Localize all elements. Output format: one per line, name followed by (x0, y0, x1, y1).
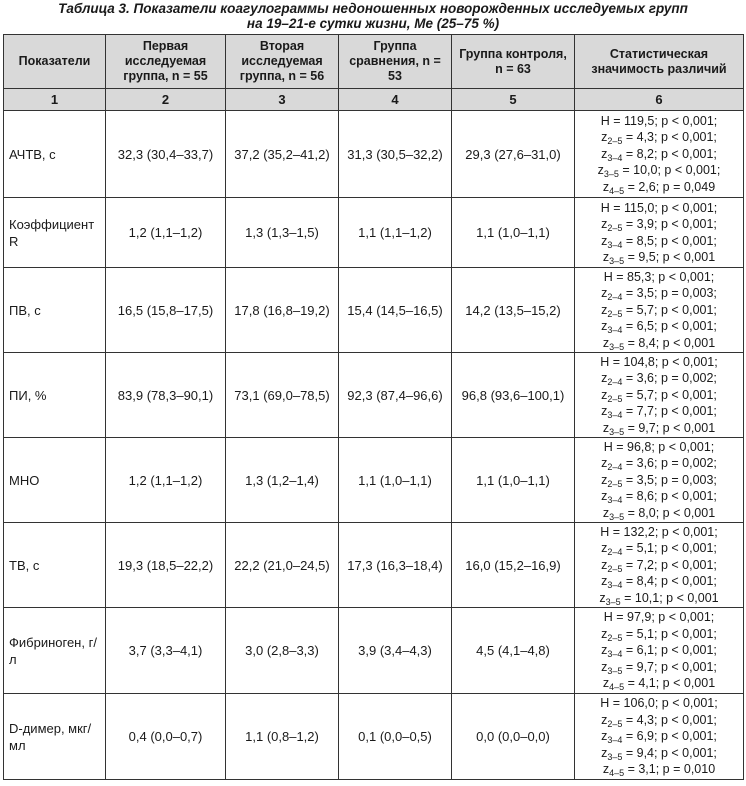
stat-text: z (601, 319, 608, 334)
coagulogram-table (3, 34, 744, 780)
stat-text: = 8,4; p < 0,001 (624, 335, 716, 350)
header-comparison-group: Группа сравнения, n = 53 (339, 35, 452, 89)
stat-text: = 4,1; p < 0,001 (624, 676, 716, 691)
stat-line (577, 505, 741, 522)
stat-text: z (599, 590, 606, 605)
value-group-2: 3,0 (2,8–3,3) (226, 608, 339, 694)
table-row (4, 694, 744, 780)
column-number: 4 (339, 89, 452, 111)
significance-cell (575, 198, 744, 268)
stat-text: z (601, 557, 608, 572)
stat-line (577, 354, 741, 371)
row-label: Коэффициент R (4, 198, 106, 268)
stat-subscript: 3–5 (609, 426, 625, 437)
stat-subscript: 2–5 (607, 718, 623, 729)
column-number: 3 (226, 89, 339, 111)
stat-text: = 9,5; p < 0,001 (624, 250, 716, 264)
stat-text: = 3,9; p < 0,001; (622, 217, 717, 231)
stat-line (577, 233, 741, 250)
significance-cell (575, 438, 744, 523)
value-comparison-group: 1,1 (1,1–1,2) (339, 198, 452, 268)
stat-line (577, 488, 741, 505)
stat-line (577, 728, 741, 745)
column-number: 1 (4, 89, 106, 111)
stat-text: z (601, 729, 608, 744)
stat-line (577, 179, 741, 196)
value-group-2: 1,1 (0,8–1,2) (226, 694, 339, 780)
stat-line (577, 285, 741, 302)
stat-subscript: 2–5 (607, 308, 623, 319)
stat-line (577, 540, 741, 557)
stat-text: = 8,0; p < 0,001 (624, 505, 716, 520)
value-group-2: 22,2 (21,0–24,5) (226, 523, 339, 608)
stat-line (577, 387, 741, 404)
stat-line (577, 642, 741, 659)
significance-cell (575, 353, 744, 438)
value-group-1: 3,7 (3,3–4,1) (106, 608, 226, 694)
stat-text: H = 85,3; p < 0,001; (603, 269, 715, 284)
value-comparison-group: 31,3 (30,5–32,2) (339, 111, 452, 198)
stat-text: z (597, 163, 604, 178)
stat-subscript: 3–4 (607, 410, 623, 421)
value-control-group: 1,1 (1,0–1,1) (452, 198, 575, 268)
stat-text: z (601, 643, 608, 658)
stat-text: = 3,1; p = 0,010 (624, 762, 716, 777)
stat-text: z (601, 302, 608, 317)
stat-text: z (601, 233, 608, 248)
column-number: 5 (452, 89, 575, 111)
stat-subscript: 3–5 (609, 341, 625, 352)
stat-text: z (601, 371, 608, 386)
value-group-2: 1,3 (1,2–1,4) (226, 438, 339, 523)
value-comparison-group: 15,4 (14,5–16,5) (339, 268, 452, 353)
header-indicators: Показатели (4, 35, 106, 89)
value-group-1: 16,5 (15,8–17,5) (106, 268, 226, 353)
stat-line (577, 524, 741, 541)
value-control-group: 4,5 (4,1–4,8) (452, 608, 575, 694)
significance-cell (575, 608, 744, 694)
header-group-1: Первая исследуемая группа, n = 55 (106, 35, 226, 89)
stat-text: z (601, 387, 608, 402)
stat-line (577, 269, 741, 286)
stat-text: H = 132,2; p < 0,001; (600, 524, 718, 539)
stat-line (577, 403, 741, 420)
stat-line (577, 318, 741, 335)
stat-text: H = 104,8; p < 0,001; (600, 354, 718, 369)
row-label: АЧТВ, с (4, 111, 106, 198)
header-control-group: Группа контроля, n = 63 (452, 35, 575, 89)
stat-subscript: 3–4 (607, 735, 623, 746)
stat-text: z (601, 541, 608, 556)
row-label: ПИ, % (4, 353, 106, 438)
stat-text: H = 96,8; p < 0,001; (603, 439, 715, 454)
stat-line (577, 370, 741, 387)
value-control-group: 14,2 (13,5–15,2) (452, 268, 575, 353)
column-number: 6 (575, 89, 744, 111)
table-row (4, 608, 744, 694)
stat-text: = 9,7; p < 0,001; (622, 659, 717, 674)
column-number: 2 (106, 89, 226, 111)
caption-line-1: Таблица 3. Показатели коагулограммы недоношенных новорожденных исследуемых групп (58, 1, 688, 16)
stat-line (577, 675, 741, 692)
stat-text: = 10,0; p < 0,001; (618, 163, 721, 178)
value-group-2: 73,1 (69,0–78,5) (226, 353, 339, 438)
stat-text: = 5,7; p < 0,001; (622, 302, 717, 317)
stat-line (577, 249, 741, 266)
table-row (4, 268, 744, 353)
value-group-1: 83,9 (78,3–90,1) (106, 353, 226, 438)
table-row (4, 111, 744, 198)
stat-line (577, 573, 741, 590)
stat-line (577, 162, 741, 179)
value-group-2: 17,8 (16,8–19,2) (226, 268, 339, 353)
row-label: Фибриноген, г/л (4, 608, 106, 694)
stat-subscript: 2–5 (607, 393, 623, 404)
value-comparison-group: 1,1 (1,0–1,1) (339, 438, 452, 523)
stat-text: z (601, 574, 608, 589)
stat-text: H = 115,0; p < 0,001; (600, 200, 718, 215)
stat-subscript: 3–5 (609, 511, 625, 522)
stat-subscript: 3–4 (607, 495, 623, 506)
stat-text: = 5,1; p < 0,001; (622, 541, 717, 556)
value-control-group: 29,3 (27,6–31,0) (452, 111, 575, 198)
stat-text: = 3,6; p = 0,002; (622, 456, 717, 471)
stat-text: = 9,4; p < 0,001; (622, 745, 717, 760)
value-comparison-group: 0,1 (0,0–0,5) (339, 694, 452, 780)
significance-cell (575, 111, 744, 198)
stat-text: = 8,6; p < 0,001; (622, 489, 717, 504)
stat-line (577, 302, 741, 319)
stat-text: z (602, 762, 610, 777)
value-group-1: 1,2 (1,1–1,2) (106, 198, 226, 268)
stat-text: = 3,6; p = 0,002; (622, 371, 717, 386)
stat-subscript: 4–5 (609, 768, 625, 779)
row-label: D-димер, мкг/мл (4, 694, 106, 780)
stat-text: = 5,1; p < 0,001; (622, 626, 717, 641)
stat-subscript: 3–5 (607, 665, 623, 676)
column-number-row (4, 89, 744, 111)
stat-subscript: 3–4 (607, 152, 623, 163)
stat-text: z (601, 489, 608, 504)
value-group-1: 1,2 (1,1–1,2) (106, 438, 226, 523)
table-row (4, 438, 744, 523)
stat-subscript: 2–4 (607, 547, 623, 558)
stat-subscript: 3–4 (607, 649, 623, 660)
stat-line (577, 472, 741, 489)
row-label: МНО (4, 438, 106, 523)
stat-text: z (601, 217, 608, 231)
stat-subscript: 2–5 (607, 632, 623, 643)
table-row (4, 198, 744, 268)
stat-text: z (602, 250, 610, 264)
value-control-group: 16,0 (15,2–16,9) (452, 523, 575, 608)
value-control-group: 0,0 (0,0–0,0) (452, 694, 575, 780)
stat-line (577, 420, 741, 437)
value-group-2: 1,3 (1,3–1,5) (226, 198, 339, 268)
stat-text: = 3,5; p = 0,003; (622, 472, 717, 487)
stat-text: = 8,4; p < 0,001; (622, 574, 717, 589)
table-caption (0, 0, 746, 34)
table-body (4, 111, 744, 780)
stat-line (577, 455, 741, 472)
stat-text: z (601, 712, 608, 727)
stat-subscript: 3–5 (609, 256, 625, 266)
stat-line (577, 146, 741, 163)
stat-text: H = 97,9; p < 0,001; (603, 610, 715, 625)
stat-subscript: 3–4 (607, 239, 623, 250)
row-label: ПВ, с (4, 268, 106, 353)
table-row (4, 353, 744, 438)
stat-text: = 4,3; p < 0,001; (622, 712, 717, 727)
stat-subscript: 3–4 (607, 580, 623, 591)
value-group-1: 32,3 (30,4–33,7) (106, 111, 226, 198)
value-comparison-group: 92,3 (87,4–96,6) (339, 353, 452, 438)
stat-subscript: 2–5 (607, 563, 623, 574)
stat-text: z (602, 420, 610, 435)
stat-text: z (601, 130, 608, 145)
stat-text: z (602, 179, 610, 194)
stat-text: = 8,2; p < 0,001; (622, 146, 717, 161)
stat-subscript: 3–5 (607, 751, 623, 762)
value-group-1: 0,4 (0,0–0,7) (106, 694, 226, 780)
stat-text: z (601, 472, 608, 487)
stat-text: H = 119,5; p < 0,001; (600, 113, 718, 128)
stat-text: = 6,5; p < 0,001; (622, 319, 717, 334)
stat-subscript: 2–5 (607, 478, 623, 489)
stat-line (577, 626, 741, 643)
stat-subscript: 2–5 (607, 136, 623, 147)
stat-subscript: 4–5 (609, 185, 625, 196)
stat-line (577, 695, 741, 712)
stat-line (577, 609, 741, 626)
stat-text: = 6,1; p < 0,001; (622, 643, 717, 658)
header-significance: Статистическая значимость различий (575, 35, 744, 89)
value-comparison-group: 17,3 (16,3–18,4) (339, 523, 452, 608)
stat-text: z (601, 456, 608, 471)
stat-text: = 9,7; p < 0,001 (624, 420, 716, 435)
stat-line (577, 761, 741, 778)
stat-subscript: 2–5 (607, 223, 623, 233)
stat-text: z (601, 404, 608, 419)
stat-subscript: 3–4 (607, 325, 623, 336)
stat-subscript: 4–5 (609, 682, 625, 693)
stat-subscript: 2–4 (607, 292, 623, 303)
stat-text: = 5,7; p < 0,001; (622, 387, 717, 402)
stat-text: = 6,9; p < 0,001; (622, 729, 717, 744)
stat-text: = 4,3; p < 0,001; (622, 130, 717, 145)
stat-line (577, 335, 741, 352)
stat-line (577, 439, 741, 456)
stat-subscript: 2–4 (607, 462, 623, 473)
stat-line (577, 557, 741, 574)
stat-text: H = 106,0; p < 0,001; (600, 696, 718, 711)
stat-text: z (602, 505, 610, 520)
stat-line (577, 745, 741, 762)
table-row (4, 523, 744, 608)
significance-cell (575, 268, 744, 353)
stat-subscript: 2–4 (607, 377, 623, 388)
value-group-1: 19,3 (18,5–22,2) (106, 523, 226, 608)
stat-text: z (601, 286, 608, 301)
stat-text: z (602, 335, 610, 350)
stat-line (577, 216, 741, 233)
stat-text: z (601, 626, 608, 641)
stat-line (577, 590, 741, 607)
stat-line (577, 712, 741, 729)
value-group-2: 37,2 (35,2–41,2) (226, 111, 339, 198)
stat-line (577, 113, 741, 130)
significance-cell (575, 694, 744, 780)
stat-text: z (602, 676, 610, 691)
stat-text: = 8,5; p < 0,001; (622, 233, 717, 248)
row-label: ТВ, с (4, 523, 106, 608)
value-control-group: 1,1 (1,0–1,1) (452, 438, 575, 523)
value-control-group: 96,8 (93,6–100,1) (452, 353, 575, 438)
header-group-2: Вторая исследуемая группа, n = 56 (226, 35, 339, 89)
value-comparison-group: 3,9 (3,4–4,3) (339, 608, 452, 694)
stat-text: = 3,5; p = 0,003; (622, 286, 717, 301)
stat-text: z (601, 659, 608, 674)
caption-line-2: на 19–21-е сутки жизни, Me (25–75 %) (246, 16, 500, 31)
stat-subscript: 3–5 (603, 169, 619, 180)
stat-text: z (601, 745, 608, 760)
stat-line (577, 129, 741, 146)
stat-text: = 10,1; p < 0,001 (620, 590, 719, 605)
stat-line (577, 659, 741, 676)
significance-cell (575, 523, 744, 608)
stat-subscript: 3–5 (605, 596, 621, 607)
stat-text: = 2,6; p = 0,049 (624, 179, 716, 194)
stat-line (577, 200, 741, 217)
stat-text: = 7,2; p < 0,001; (622, 557, 717, 572)
stat-text: z (601, 146, 608, 161)
header-row (4, 35, 744, 89)
stat-text: = 7,7; p < 0,001; (622, 404, 717, 419)
